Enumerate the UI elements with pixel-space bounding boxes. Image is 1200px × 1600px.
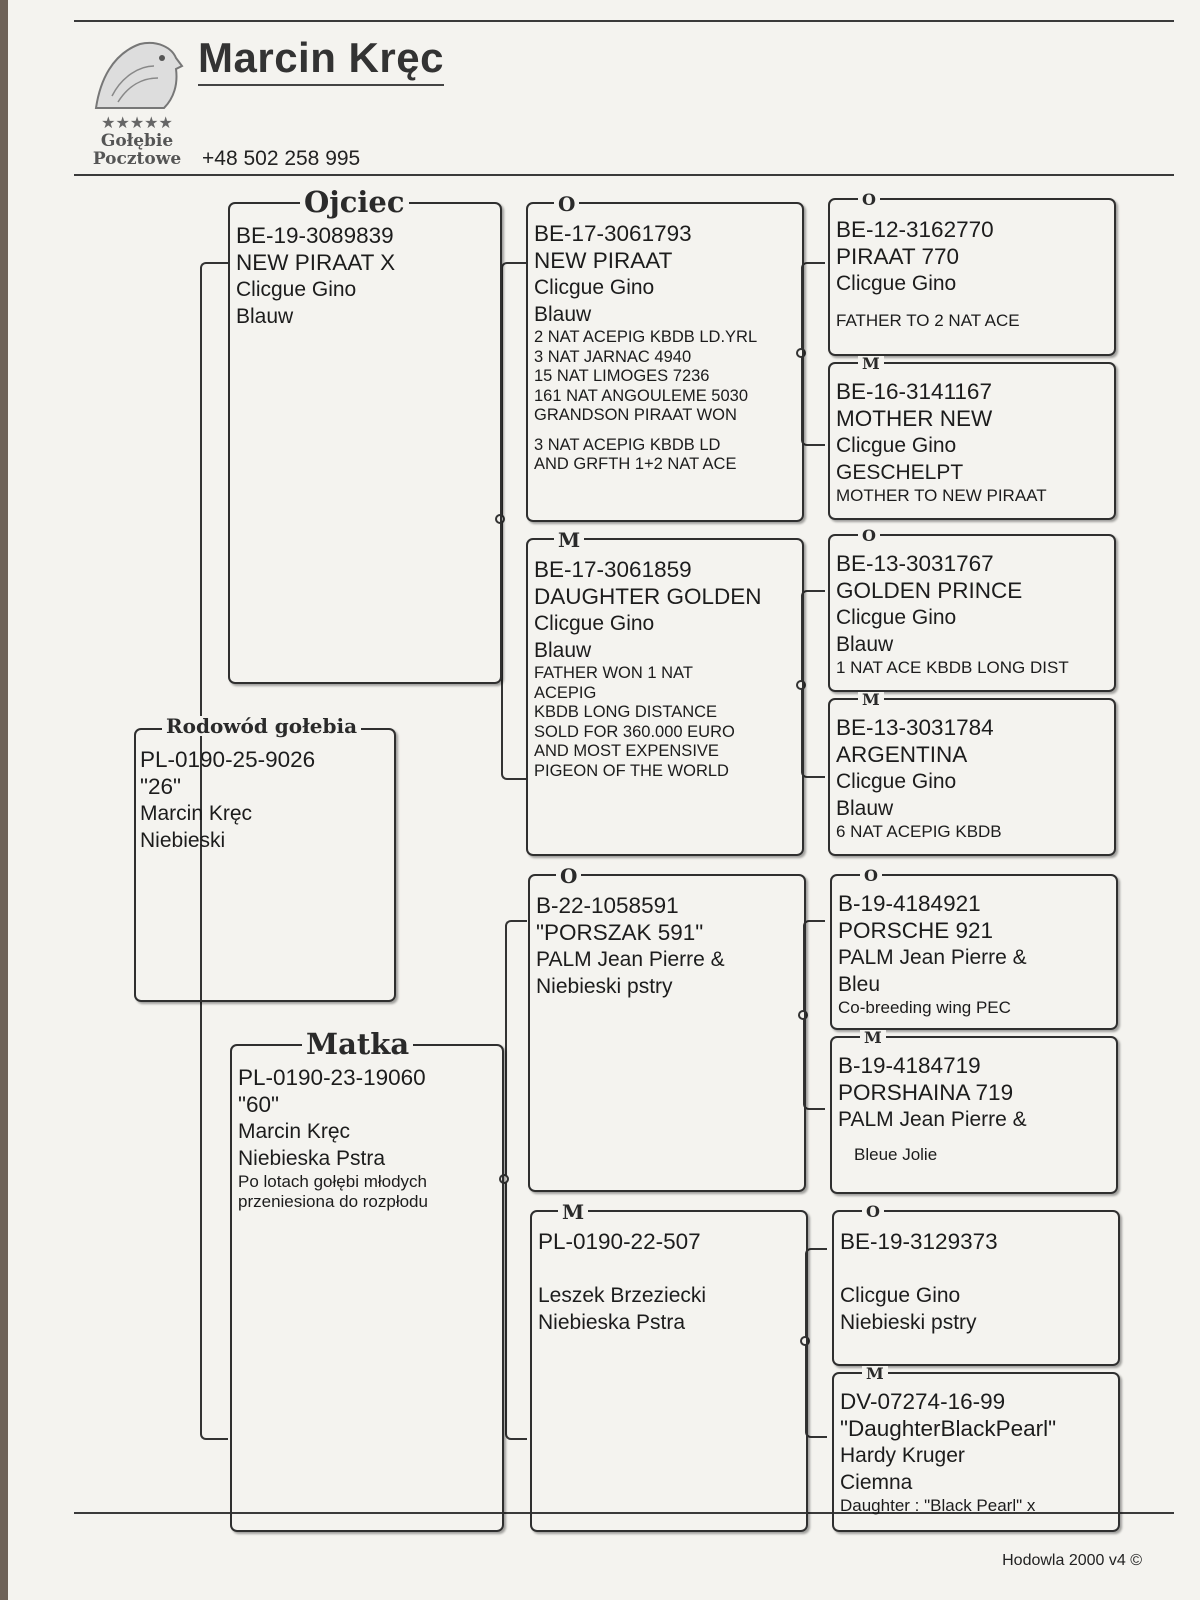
pigeon-ring: PL-0190-25-9026 (140, 747, 316, 772)
connector-father (501, 262, 527, 780)
ff-color: Blauw (534, 303, 592, 326)
ffm-breeder: Clicgue Gino (836, 434, 957, 457)
ff-name: NEW PIRAAT (534, 248, 673, 273)
fm-breeder: Clicgue Gino (534, 612, 655, 635)
pigeon-color: Niebieski (140, 829, 226, 852)
ffm-color: GESCHELPT (836, 461, 964, 484)
mff-name: PORSCHE 921 (838, 918, 994, 943)
mmm-name: "DaughterBlackPearl" (840, 1416, 1057, 1441)
mmm-title: M (862, 1366, 888, 1382)
father-breeder: Clicgue Gino (236, 278, 357, 301)
mfm-ring: B-19-4184719 (838, 1053, 981, 1078)
fm-color: Blauw (534, 639, 592, 662)
fff-card[interactable] (828, 190, 1116, 356)
mm-card[interactable] (530, 1200, 808, 1532)
pigeon-name: "26" (140, 774, 182, 799)
mmf-card[interactable] (832, 1202, 1120, 1366)
fm-note: SOLD FOR 360.000 EURO (534, 722, 735, 741)
logo-text (82, 132, 192, 168)
mother-breeder: Marcin Kręc (238, 1120, 351, 1143)
fmf-color: Blauw (836, 633, 894, 656)
fmm-color: Blauw (836, 797, 894, 820)
mother-card[interactable] (230, 1027, 504, 1532)
mother-title: Matka (302, 1030, 413, 1059)
breeder-name: Marcin Kręc (198, 34, 444, 86)
mmm-breeder: Hardy Kruger (840, 1444, 965, 1467)
mff-color: Bleu (838, 973, 881, 996)
ffm-card[interactable] (828, 354, 1116, 520)
mm-title: M (558, 1202, 588, 1222)
mf-ring: B-22-1058591 (536, 893, 679, 918)
fff-breeder: Clicgue Gino (836, 272, 957, 295)
breeder-phone: +48 502 258 995 (202, 147, 361, 170)
mother-name: "60" (238, 1092, 280, 1117)
mm-ring: PL-0190-22-507 (538, 1229, 701, 1254)
mff-breeder: PALM Jean Pierre & (838, 946, 1027, 969)
ff-note: 3 NAT JARNAC 4940 (534, 347, 692, 366)
mff-card[interactable] (830, 866, 1118, 1030)
mfm-card[interactable] (830, 1028, 1118, 1194)
fmf-card[interactable] (828, 526, 1116, 692)
fm-title: M (554, 530, 584, 550)
father-color: Blauw (236, 305, 294, 328)
mmf-color: Niebieski pstry (840, 1311, 977, 1334)
mmf-ring: BE-19-3129373 (840, 1229, 998, 1254)
mf-name: "PORSZAK 591" (536, 920, 704, 945)
svg-text:★★★★★: ★★★★★ (101, 115, 173, 132)
fm-note: ACEPIG (534, 683, 597, 702)
logo-text-line1: Gołębie (100, 131, 174, 151)
ff-note: 161 NAT ANGOULEME 5030 (534, 386, 748, 405)
ff-note: 3 NAT ACEPIG KBDB LD (534, 435, 721, 454)
fmf-ring: BE-13-3031767 (836, 551, 994, 576)
mother-note: przeniesiona do rozpłodu (238, 1192, 428, 1211)
ff-note: 15 NAT LIMOGES 7236 (534, 367, 710, 385)
mff-note: Co-breeding wing PEC (838, 998, 1011, 1017)
mm-breeder: Leszek Brzeziecki (538, 1284, 707, 1307)
fm-card[interactable] (526, 528, 804, 856)
fff-note: FATHER TO 2 NAT ACE (836, 311, 1020, 330)
mf-color: Niebieski pstry (536, 975, 673, 998)
fmm-name: ARGENTINA (836, 742, 968, 767)
logo-text-line2: Pocztowe (92, 149, 182, 169)
ff-breeder: Clicgue Gino (534, 276, 655, 299)
pigeon-title: Rodowód gołebia (162, 716, 361, 736)
mff-title: O (860, 868, 882, 884)
fff-title: O (858, 192, 880, 208)
ffm-ring: BE-16-3141167 (836, 379, 992, 404)
mother-ring: PL-0190-23-19060 (238, 1065, 426, 1090)
fm-note: KBDB LONG DISTANCE (534, 703, 718, 721)
father-ring: BE-19-3089839 (236, 223, 394, 248)
ffm-title: M (858, 356, 884, 372)
fmf-note: 1 NAT ACE KBDB LONG DIST (836, 658, 1069, 677)
fff-name: PIRAAT 770 (836, 244, 959, 269)
mfm-breeder: PALM Jean Pierre & (838, 1108, 1027, 1131)
fm-note: PIGEON OF THE WORLD (534, 761, 729, 780)
mfm-name: PORSHAINA 719 (838, 1080, 1014, 1105)
ff-note: AND GRFTH 1+2 NAT ACE (534, 455, 737, 473)
ff-card[interactable] (526, 192, 804, 522)
pigeon-breeder: Marcin Kręc (140, 802, 253, 825)
header-divider (74, 174, 1174, 176)
mmf-breeder: Clicgue Gino (840, 1284, 961, 1307)
fm-note: AND MOST EXPENSIVE (534, 742, 719, 760)
fmm-card[interactable] (828, 690, 1116, 856)
ff-note: GRANDSON PIRAAT WON (534, 406, 737, 424)
mf-title: O (556, 866, 581, 886)
fmm-title: M (858, 692, 884, 708)
father-card[interactable] (228, 185, 502, 684)
mmf-title: O (862, 1204, 884, 1220)
mfm-title: M (860, 1030, 886, 1046)
mf-card[interactable] (528, 864, 806, 1192)
father-name: NEW PIRAAT X (236, 250, 396, 275)
fmf-title: O (858, 528, 880, 544)
fmm-ring: BE-13-3031784 (836, 715, 994, 740)
fm-name: DAUGHTER GOLDEN (534, 584, 762, 609)
ff-ring: BE-17-3061793 (534, 221, 692, 246)
father-title: Ojciec (300, 188, 409, 217)
top-divider (74, 20, 1174, 22)
fff-ring: BE-12-3162770 (836, 217, 994, 242)
pedigree-sheet (8, 0, 1200, 1600)
fmm-note: 6 NAT ACEPIG KBDB (836, 822, 1002, 841)
fmf-name: GOLDEN PRINCE (836, 578, 1023, 603)
mother-note: Po lotach gołębi młodych (238, 1172, 428, 1191)
ffm-name: MOTHER NEW (836, 406, 993, 431)
mfm-color: Bleue Jolie (854, 1145, 938, 1164)
fm-note: FATHER WON 1 NAT (534, 664, 693, 682)
mmm-card[interactable] (832, 1364, 1120, 1532)
ff-note: 2 NAT ACEPIG KBDB LD.YRL (534, 328, 758, 346)
mf-breeder: PALM Jean Pierre & (536, 948, 725, 971)
mm-color: Niebieska Pstra (538, 1311, 686, 1334)
fmf-breeder: Clicgue Gino (836, 606, 957, 629)
fmm-breeder: Clicgue Gino (836, 770, 957, 793)
mmm-color: Ciemna (840, 1471, 913, 1494)
footer-credit: Hodowla 2000 v4 © (1002, 1552, 1142, 1569)
ffm-note: MOTHER TO NEW PIRAAT (836, 486, 1047, 505)
ff-title: O (554, 194, 579, 214)
fm-ring: BE-17-3061859 (534, 557, 692, 582)
mother-color: Niebieska Pstra (238, 1147, 386, 1170)
mmm-note: Daughter : "Black Pearl" x (840, 1496, 1036, 1515)
mff-ring: B-19-4184921 (838, 891, 981, 916)
mmm-ring: DV-07274-16-99 (840, 1389, 1006, 1414)
